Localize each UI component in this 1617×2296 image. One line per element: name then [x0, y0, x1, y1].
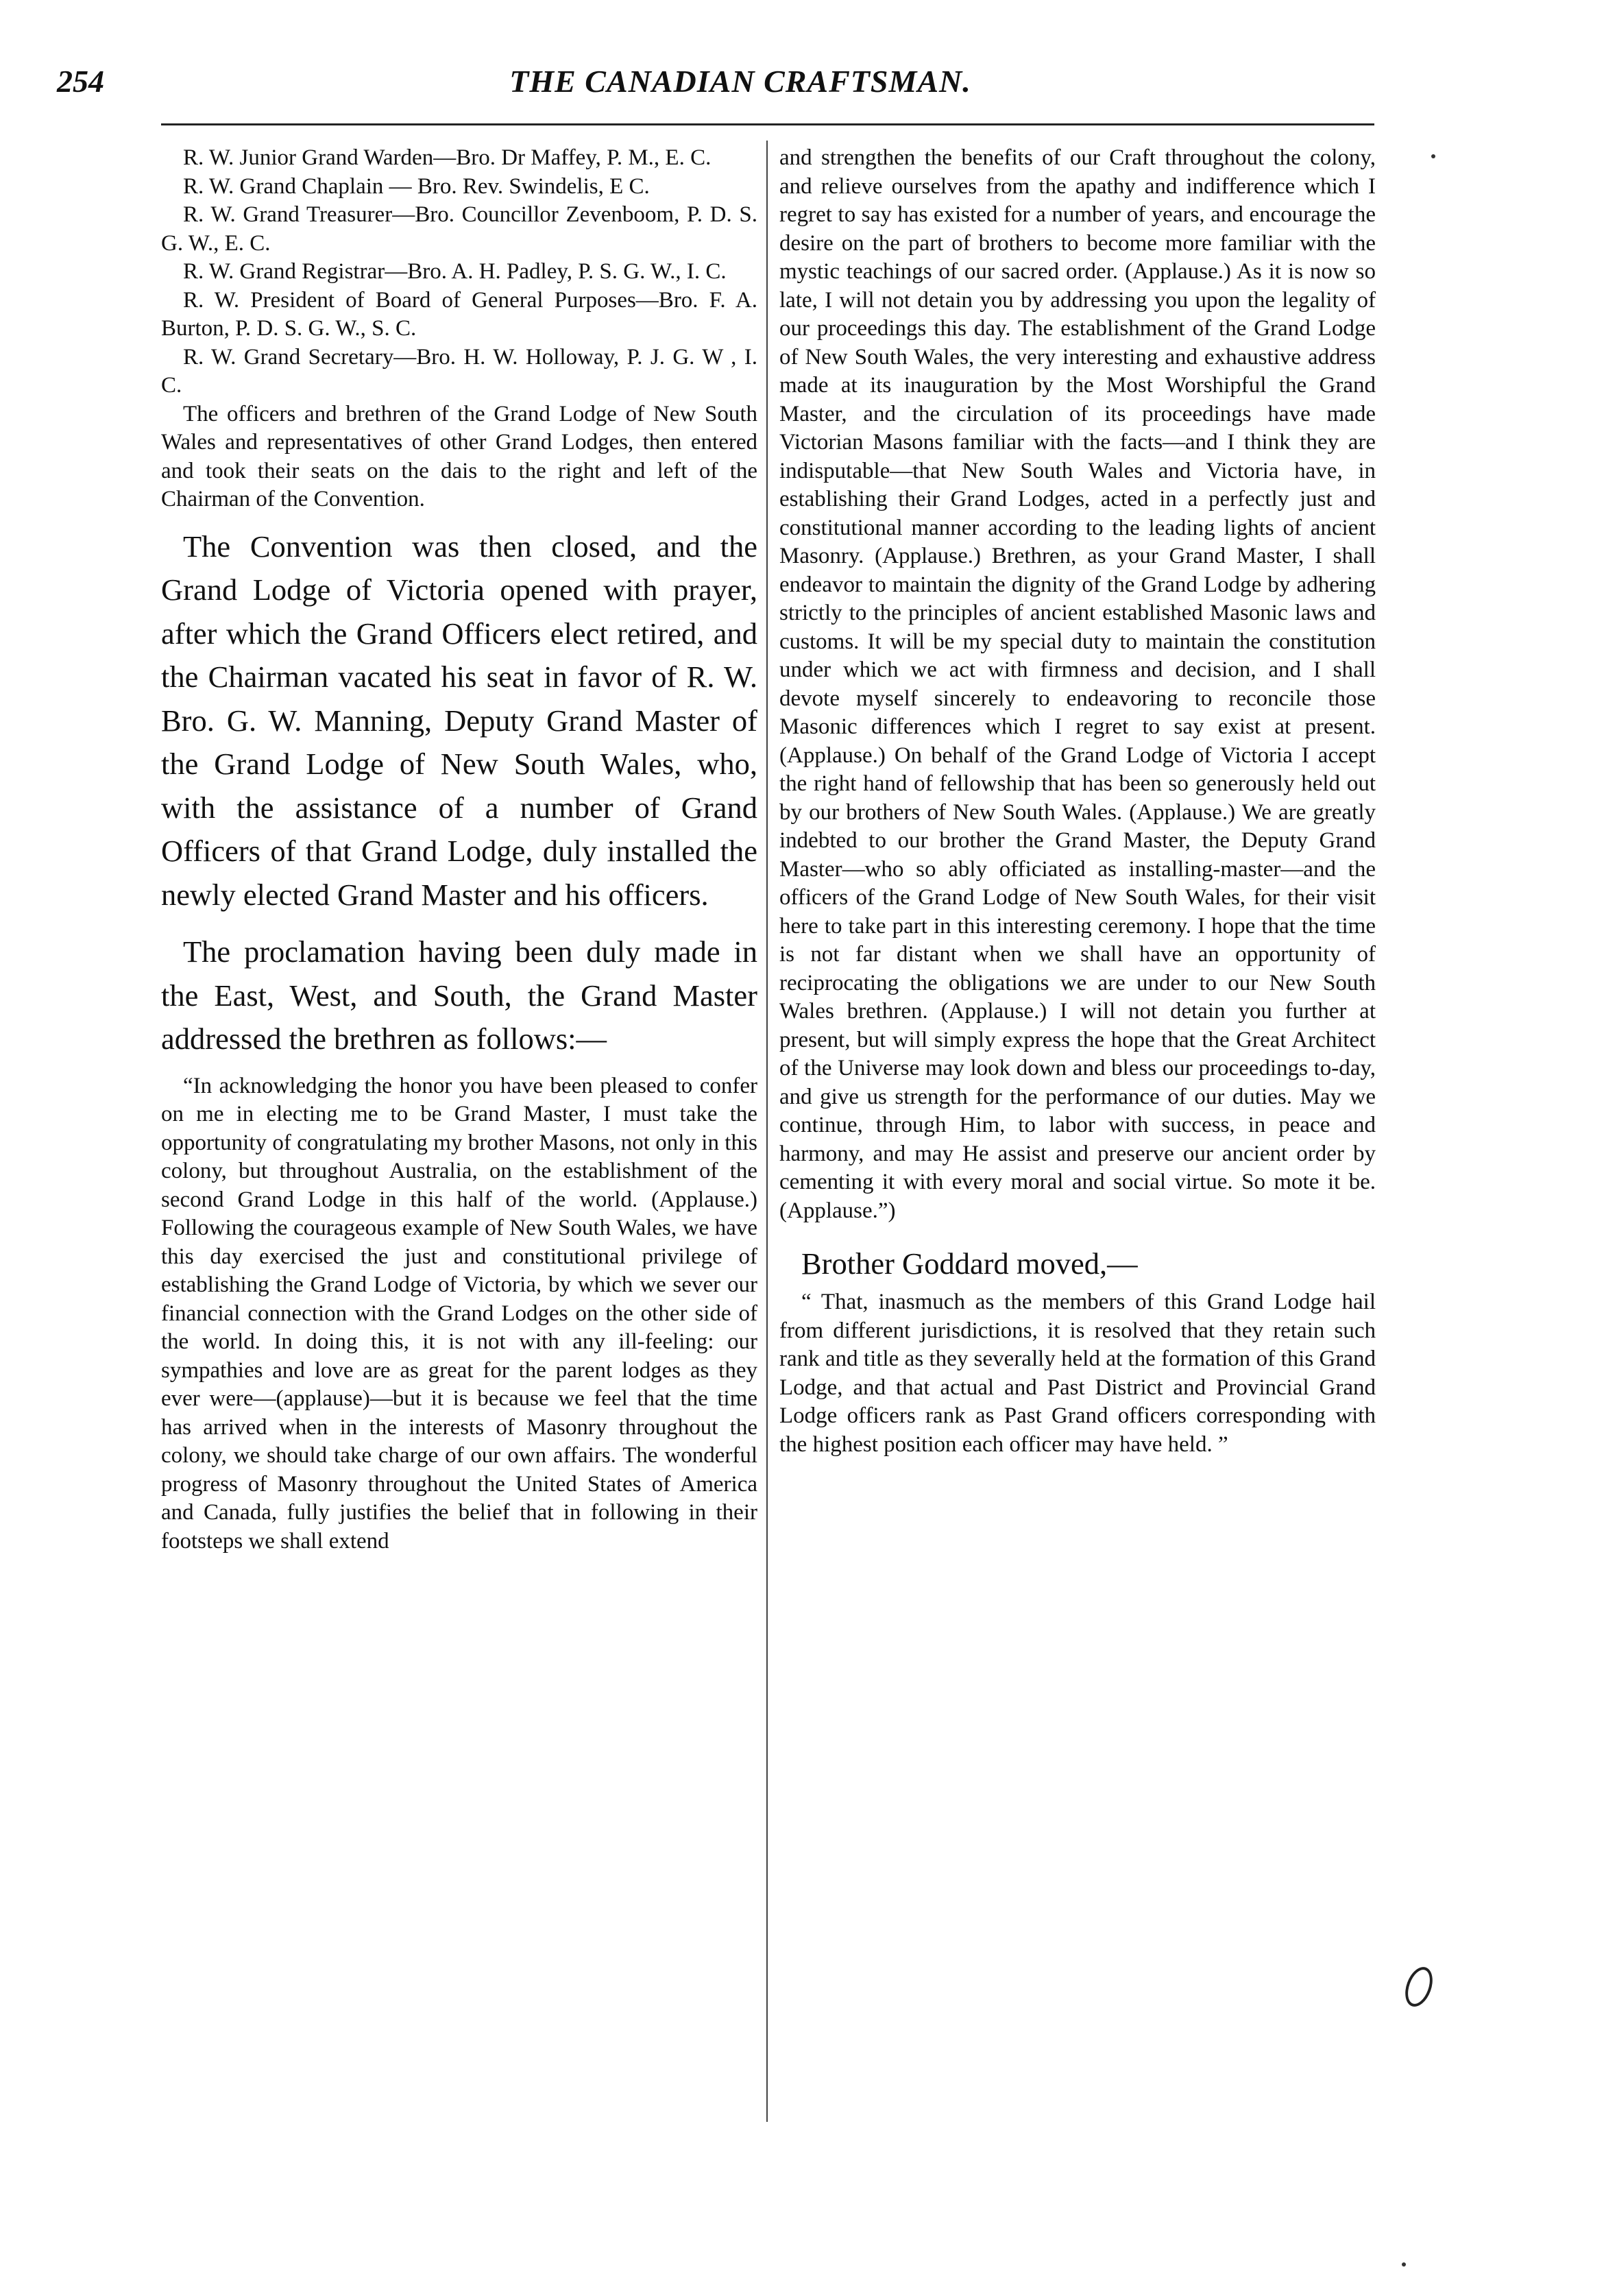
header-rule [161, 123, 1374, 125]
page-number: 254 [57, 64, 104, 99]
proclamation-paragraph: The proclamation having been duly made in the East, West, and South, the Grand Master addressed the brethren as follows:— [161, 934, 757, 1056]
motion-paragraph: “ That, inasmuch as the members of this Grand Lodge hail from different jurisdictions, it is resolved that they retain such rank and title as they severally held at the formation of this Grand Lodge, and that actual and Past District and Provincial Grand Lodge officers rank as Past Grand officers corresponding with the highest position each officer may have held. ” [779, 1290, 1376, 1457]
convention-closed-paragraph: The Convention was then closed, and the Grand Lodge of Victoria opened with prayer, after which the Grand Officers elect retired, and the Chairman vacated his seat in favor of R. W. Bro. G. W. Manning, Deputy Grand Master of the Grand Lodge of New South Wales, who, with the assistance of a number of Grand Officers of that Grand Lodge, duly installed the newly elected Grand Master and his officers. [161, 529, 757, 912]
margin-pencil-mark [1400, 1963, 1437, 2011]
page-header [0, 63, 1439, 125]
grand-master-address-continued: and strengthen the benefits of our Craft throughout the colony, and relieve ourselves from the apathy and indifference which I regret to say has existed for a number of years, and encourage the desire on the part of brothers to become more familiar with the mystic teachings of our sacred order. (Applause.) As it is now so late, I will not detain you by addressing you upon the legality of our proceedings this day. The establishment of the Grand Lodge of New South Wales, the very interesting and exhaustive address made at its inauguration by the Most Worshipful the Grand Master, and the circulation of its proceedings have made Victorian Masons familiar with the facts—and I think they are indisputable—that New South Wales and Victoria have, in establishing their Grand Lodges, acted in a perfectly just and constitutional manner according to the leading lights of ancient Masonry. (Applause.) Brethren, as your Grand Master, I shall endeavor to maintain the dignity of the Grand Lodge by adhering strictly to the principles of ancient established Masonic laws and customs. It will be my special duty to maintain the constitution under which we act with firmness and decision, and I shall devote myself sincerely to endeavoring to reconcile those Masonic differences which I regret to say exist at present. (Applause.) On behalf of the Grand Lodge of Victoria I accept the right hand of fellowship that has been so generously held out by our brothers of New South Wales. (Applause.) We are greatly indebted to our brother the Grand Master, the Deputy Grand Master—who so ably officiated as installing-master—and the officers of the Grand Lodge of New South Wales, for their visit here to take part in this interesting ceremony. I hope that the time is not far distant when we shall have an opportunity of reciprocating the obligations we are under to our New South Wales brethren. (Applause.) I will not detain you further at present, but will simply express the hope that the Great Architect of the Universe may look down and bless our proceedings to-day, and give us strength for the performance of our duties. May we continue, through Him, to labor with success, in peace and harmony, and may He assist and preserve our ancient order by cementing it with every moral and social virtue. So mote it be. (Applause.”) [779, 145, 1376, 1223]
column-divider [766, 141, 768, 2122]
right-column [779, 144, 1376, 1459]
officer-entry: R. W. President of Board of General Purposes—Bro. F. A. Burton, P. D. S. G. W., S. C. [161, 287, 757, 341]
grand-master-address: “In acknowledging the honor you have been pleased to confer on me in electing me to be Grand Master, I must take the opportunity of congratulating my brother Masons, not only in this colony, but throughout Australia, on the establishment of the second Grand Lodge in this half of the world. (Applause.) Following the courageous example of New South Wales, we have this day exercised the just and constitutional privilege of establishing the Grand Lodge of Victoria, by which we sever our financial connection with the Grand Lodges on the other side of the world. In doing this, it is not with any ill-feeling: our sympathies and love are as great for the parent lodges as they ever were—(applause)—but it is because we feel that the time has arrived when in the interests of Masonry throughout the colony, we should take charge of our own affairs. The wonderful progress of Masonry throughout the United States of America and Canada, fully justifies the belief that in following in their footsteps we shall extend [161, 1073, 757, 1554]
officer-entry: R. W. Grand Treasurer—Bro. Councillor Zevenboom, P. D. S. G. W., E. C. [161, 202, 757, 256]
officers-entered-paragraph: The officers and brethren of the Grand Lodge of New South Wales and representatives of other Grand Lodges, then entered and took their seats on the dais to the right and left of the Chairman of the Convention. [161, 401, 757, 511]
officer-entry: R. W. Junior Grand Warden—Bro. Dr Maffey, P. M., E. C. [183, 145, 712, 170]
officer-entry: R. W. Grand Registrar—Bro. A. H. Padley, P. S. G. W., I. C. [183, 259, 727, 284]
officer-entry: R. W. Grand Secretary—Bro. H. W. Holloway, P. J. G. W , I. C. [161, 344, 757, 398]
margin-speck [1402, 2262, 1406, 2267]
left-column [161, 144, 757, 1556]
officer-list [161, 144, 757, 400]
officer-entry: R. W. Grand Chaplain — Bro. Rev. Swindelis, E C. [183, 173, 650, 199]
running-title: THE CANADIAN CRAFTSMAN. [509, 64, 971, 99]
goddard-moved-heading: Brother Goddard moved,— [801, 1246, 1138, 1281]
margin-speck [1431, 154, 1435, 158]
